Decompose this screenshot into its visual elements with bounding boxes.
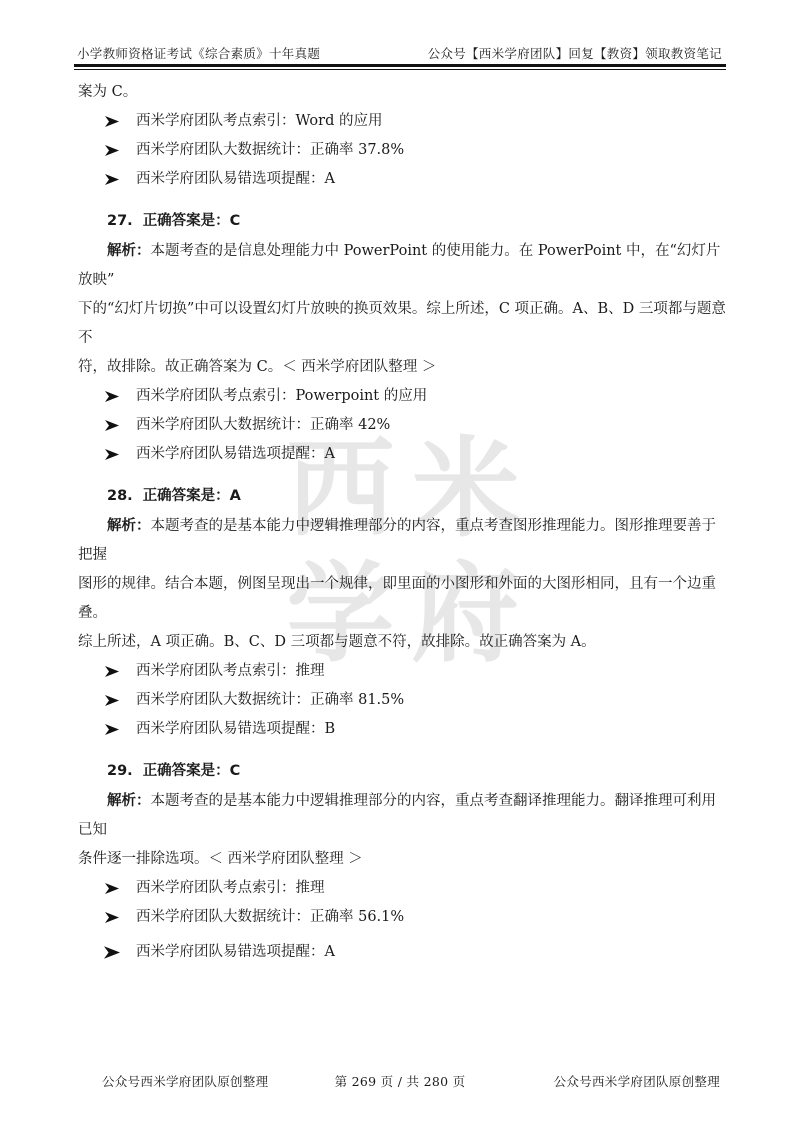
question-number: 29. (107, 763, 133, 779)
bullet-text: 西米学府团队易错选项提醒：A (136, 446, 335, 462)
list-item (78, 874, 730, 903)
bullet-text: 西米学府团队大数据统计：正确率 56.1% (136, 909, 405, 925)
analysis-line: 下的“幻灯片切换”中可以设置幻灯片放映的换页效果。综上所述，C 项正确。A、B、D 三项都与题意不 (78, 301, 726, 346)
answer-fragment: 案为 C。 (78, 84, 138, 100)
list-item (78, 107, 730, 136)
analysis-paragraph (78, 787, 730, 874)
bullet-text: 西米学府团队考点索引：Word 的应用 (136, 113, 383, 129)
analysis-line: 条件逐一排除选项。＜ 西米学府团队整理 ＞ (78, 851, 363, 867)
bullet-text: 西米学府团队大数据统计：正确率 81.5% (136, 692, 405, 708)
arrow-bullet-icon (105, 145, 119, 156)
bullet-text: 西米学府团队大数据统计：正确率 42% (136, 417, 391, 433)
question-number: 27. (107, 213, 133, 229)
answer-heading (78, 756, 730, 787)
page-number: 第 269 页 / 共 280 页 (334, 1074, 466, 1089)
arrow-bullet-icon (105, 449, 119, 460)
question-block (78, 206, 730, 469)
list-item (78, 382, 730, 411)
arrow-bullet-icon (105, 116, 119, 127)
correct-answer: 正确答案是：C (142, 213, 241, 229)
analysis-label: 解析： (107, 793, 151, 809)
list-item (78, 715, 730, 744)
bullet-text: 西米学府团队易错选项提醒：A (136, 944, 335, 960)
arrow-bullet-icon (105, 724, 119, 735)
arrow-bullet-icon (104, 946, 120, 959)
arrow-bullet-icon (105, 391, 119, 402)
answer-heading (78, 481, 730, 512)
list-item (78, 136, 730, 165)
analysis-paragraph (78, 237, 730, 382)
analysis-label: 解析： (107, 518, 151, 534)
watermark-char: 米 (411, 427, 520, 552)
list-item (78, 657, 730, 686)
footer-credit-right: 公众号西米学府团队原创整理 (553, 1074, 720, 1089)
analysis-line: 本题考查的是信息处理能力中 PowerPoint 的使用能力。在 PowerPoint 中，在“幻灯片放映” (78, 243, 721, 288)
header-rule-thin (74, 69, 726, 70)
page-content (78, 80, 730, 967)
list-item (78, 903, 730, 932)
list-item (78, 165, 730, 194)
analysis-line: 本题考查的是基本能力中逻辑推理部分的内容，重点考查翻译推理能力。翻译推理可利用已知 (78, 793, 716, 838)
bullet-text: 西米学府团队易错选项提醒：B (136, 721, 336, 737)
watermark-char: 府 (411, 552, 520, 677)
bullet-text: 西米学府团队易错选项提醒：A (136, 171, 335, 187)
bullet-text: 西米学府团队考点索引：推理 (136, 663, 325, 679)
header-title: 小学教师资格证考试《综合素质》十年真题 (77, 46, 321, 61)
footer-credit-left: 公众号西米学府团队原创整理 (102, 1074, 269, 1089)
watermark-char: 西 (286, 427, 395, 552)
correct-answer: 正确答案是：A (142, 488, 241, 504)
arrow-bullet-icon (105, 883, 119, 894)
header-promo: 公众号【西米学府团队】回复【教资】领取教资笔记 (427, 46, 722, 61)
bullet-text: 西米学府团队考点索引：推理 (136, 880, 325, 896)
answer-heading (78, 206, 730, 237)
list-item (78, 440, 730, 469)
arrow-bullet-icon (105, 695, 119, 706)
bullet-text: 西米学府团队考点索引：Powerpoint 的应用 (136, 388, 428, 404)
question-number: 28. (107, 488, 133, 504)
arrow-bullet-icon (105, 174, 119, 185)
header-rule (74, 64, 726, 67)
bullet-text: 西米学府团队大数据统计：正确率 37.8% (136, 142, 405, 158)
analysis-paragraph (78, 512, 730, 657)
question-block (78, 756, 730, 967)
watermark-char: 学 (286, 552, 395, 677)
correct-answer: 正确答案是：C (142, 763, 241, 779)
list-item (78, 411, 730, 440)
question-block (78, 481, 730, 744)
analysis-line: 图形的规律。结合本题，例图呈现出一个规律，即里面的小图形和外面的大图形相同，且有一个边重叠。 (78, 576, 716, 621)
list-item (78, 686, 730, 715)
arrow-bullet-icon (105, 666, 119, 677)
analysis-line: 本题考查的是基本能力中逻辑推理部分的内容，重点考查图形推理能力。图形推理要善于把握 (78, 518, 716, 563)
analysis-line: 综上所述，A 项正确。B、C、D 三项都与题意不符，故排除。故正确答案为 A。 (78, 634, 596, 650)
analysis-line: 符，故排除。故正确答案为 C。＜ 西米学府团队整理 ＞ (78, 359, 437, 375)
analysis-label: 解析： (107, 243, 151, 259)
list-item (78, 938, 730, 967)
bullet-list (78, 107, 730, 194)
arrow-bullet-icon (105, 420, 119, 431)
arrow-bullet-icon (105, 912, 119, 923)
